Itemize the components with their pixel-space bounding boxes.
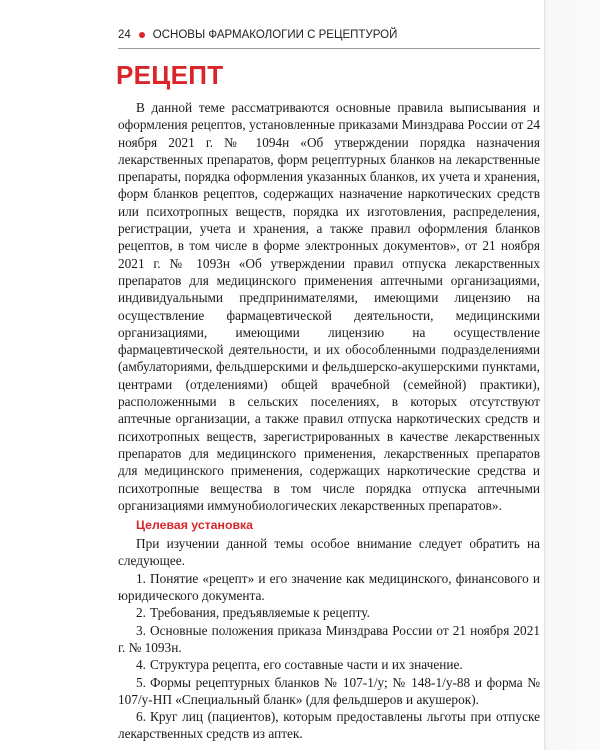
list-item-text: Требования, предъявляемые к рецепту. [149, 605, 370, 621]
list-item-text: Круг лиц (пациентов), которым предоставлены льготы при отпуске лекарственных средств из аптек. [118, 709, 540, 742]
list-item-number: 6. [136, 709, 146, 725]
list-item-number: 3. [136, 622, 146, 638]
list-item-number: 4. [136, 657, 146, 673]
list-item-text: Понятие «рецепт» и его значение как медицинского, финансового и юридического документа. [118, 570, 540, 604]
section-title: РЕЦЕПТ [116, 60, 224, 90]
list-item [118, 622, 540, 657]
running-header [118, 29, 397, 41]
list-item [118, 570, 540, 605]
running-title: ОСНОВЫ ФАРМАКОЛОГИИ С РЕЦЕПТУРОЙ [152, 29, 398, 41]
goal-list [118, 570, 540, 743]
goal-lead: При изучении данной темы особое внимание следует обратить на следующее. [118, 536, 540, 569]
page-edge [544, 0, 600, 750]
list-item-text: Основные положения приказа Минздрава России от 21 ноября 2021 г. № 1093н. [118, 622, 540, 655]
header-divider [118, 48, 540, 49]
list-item-number: 5. [136, 674, 146, 690]
list-item [118, 708, 540, 743]
list-item [118, 656, 540, 673]
list-item [118, 604, 540, 621]
page-number: 24 [118, 29, 131, 41]
goal-heading: Целевая установка [136, 518, 254, 533]
list-item-text: Формы рецептурных бланков № 107-1/у; № 148-1/у-88 и форма № 107/у-НП «Специальный бланк» (для фельдшеров и акушерок). [118, 674, 540, 707]
list-item [118, 674, 540, 709]
body-text [118, 99, 540, 743]
list-item-number: 1. [136, 570, 146, 586]
header-bullet-icon [139, 32, 145, 38]
list-item-text: Структура рецепта, его составные части и их значение. [149, 657, 463, 673]
intro-paragraph: В данной теме рассматриваются основные правила выписывания и оформления рецептов, установленные приказами Минздрава России от 24 ноября 2021 г. № 1094н «Об утверждении порядка назначения лекарственных препаратов, форм рецептурных бланков на лекарственные препараты, порядка оформления указанных бланков, их учета и хранения, форм бланков рецептов, содержащих назначение наркотических средств или психотропных веществ, порядка их изготовления, распределения, регистрации, учета и хранения, а также правил оформления бланков рецептов, в том числе в форме электронных документов», от 21 ноября 2021 г. № 1093н «Об утверждении правил отпуска лекарственных препаратов для медицинского применения аптечными организациями, индивидуальными предпринимателями, имеющими лицензию на осуществление фармацевтической деятельности, медицинскими организациями, имеющими лицензию на осуществление фармацевтической деятельности, и их обособленными подразделениями (амбулаториями, фельдшерскими и фельдшерско-акушерскими пунктами, центрами (отделениями) общей врачебной (семейной) практики), расположенными в сельских поселениях, в которых отсутствуют аптечные организации, а также правил отпуска наркотических средств и психотропных веществ, зарегистрированных в качестве лекарственных препаратов для медицинского применения, лекарственных препаратов для медицинского применения, содержащих наркотические средства и психотропные вещества в том числе порядка отпуска аптечными организациями иммунобиологических лекарственных препаратов». [118, 100, 540, 513]
list-item-number: 2. [136, 605, 146, 621]
